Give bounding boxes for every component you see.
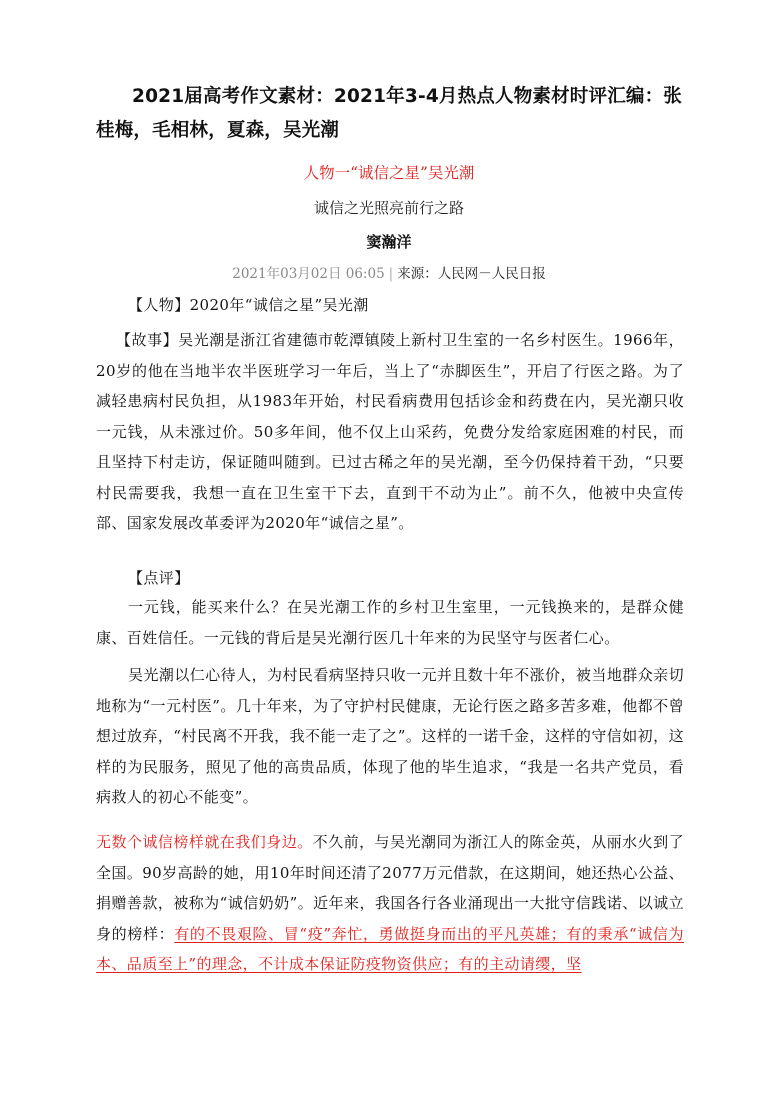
- section-heading: 人物一“诚信之星”吴光潮: [303, 164, 475, 182]
- document-title: 2021届高考作文素材：2021年3-4月热点人物素材时评汇编：张桂梅，毛相林，夏森，吴光潮: [96, 86, 683, 141]
- article-author: 窦瀚洋: [366, 233, 412, 251]
- commentary-paragraph-2: 吴光潮以仁心待人，为村民看病坚持只收一元并且数十年不涨价，被当地群众亲切地称为“一元村医”。几十年来，为了守护村民健康，无论行医之路多苦多难，他都不曾想过放弃，“村民离不开我，我不能一走了之”。这样的一诺千金，这样的守信如初，这样的为民服务，照见了他的高贵品质，体现了他的毕生追求，“我是一名共产党员，看病救人的初心不能变”。: [96, 666, 684, 806]
- red-underlined-text: 有的不畏艰险、冒“疫”奔忙，勇做挺身而出的平凡英雄；有的秉承“诚信为本、品质至上”的理念，不计成本保证防疫物资供应；有的主动请缨，坚: [96, 924, 684, 973]
- commentary-paragraph-1: 一元钱，能买来什么？在吴光潮工作的乡村卫生室里，一元钱换来的，是群众健康、百姓信任。一元钱的背后是吴光潮行医几十年来的为民坚守与医者仁心。: [96, 598, 684, 647]
- story-text: 吴光潮是浙江省建德市乾潭镇陵上新村卫生室的一名乡村医生。1966年，20岁的他在当地半农半医班学习一年后，当上了“赤脚医生”，开启了行医之路。为了减轻患病村民负担，从1983年开始，村民看病费用包括诊金和药费在内，吴光潮只收一元钱，从未涨过价。50多年间，他不仅上山采药，免费分发给家庭困难的村民，而且坚持下村走访，保证随叫随到。已过古稀之年的吴光潮，至今仍保持着干劲，“只要村民需要我，我想一直在卫生室干下去，直到干不动为止”。前不久，他被中央宣传部、国家发展改革委评为2020年“诚信之星”。: [96, 331, 685, 532]
- last-paragraph: [96, 827, 684, 980]
- meta-separator: |: [388, 266, 394, 282]
- review-label: 【点评】: [128, 569, 190, 587]
- person-line: 【人物】2020年“诚信之星”吴光潮: [128, 296, 369, 314]
- story-paragraph: [96, 325, 684, 539]
- article-datetime: 2021年03月02日 06:05: [232, 266, 385, 282]
- story-label: 【故事】: [116, 331, 179, 349]
- article-source: 来源：人民网－人民日报: [397, 266, 546, 282]
- red-lead-sentence: 无数个诚信榜样就在我们身边。: [96, 833, 313, 851]
- last-paragraph-body: 不久前，与吴光潮同为浙江人的陈金英，从丽水火到了全国。90岁高龄的她，用10年时间还清了2077万元借款，在这期间，她还热心公益、捐赠善款，被称为“诚信奶奶”。近年来，我国各行各业涌现出一大批守信践诺、以诚立身的榜样：: [96, 833, 684, 943]
- article-subtitle: 诚信之光照亮前行之路: [313, 199, 464, 217]
- article-meta: [96, 264, 682, 284]
